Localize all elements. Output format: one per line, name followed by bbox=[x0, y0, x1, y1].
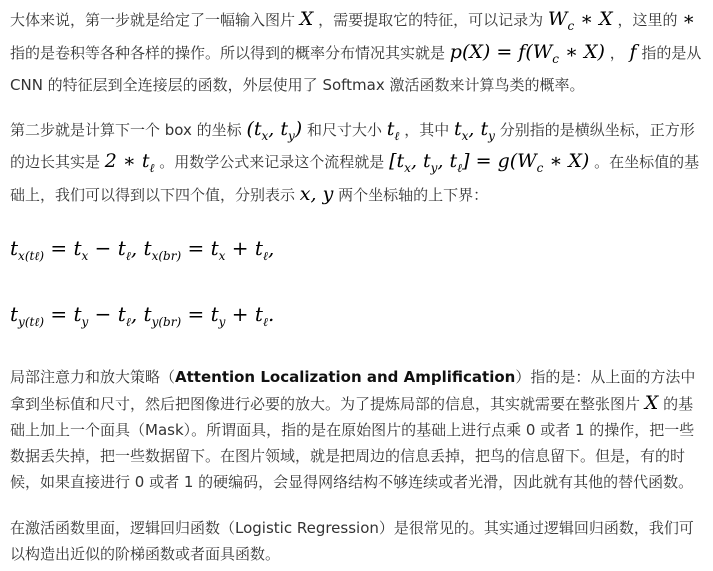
text: 第二步就是计算下一个 box 的坐标 bbox=[10, 120, 242, 139]
math-tx-ty: ($t_x$, $t_y$) bbox=[246, 117, 303, 143]
text: 指的是卷积等各种各样的操作。所以得到的概率分布情况其实就是 bbox=[10, 43, 446, 62]
text: ，需要提取它的特征，可以记录为 bbox=[318, 11, 544, 29]
math-tx-ty-2: $t_x$, $t_y$ bbox=[454, 117, 495, 143]
math-f: f bbox=[629, 40, 637, 63]
equation-x-bounds: $t_{x(t\ell)} = t_x - t_\ell$, $t_{x(br)} = t_x + t_\ell$, bbox=[10, 236, 275, 264]
paragraph-logistic bbox=[10, 515, 703, 567]
text: ，其中 bbox=[404, 120, 450, 139]
text: 两个坐标轴的上下界： bbox=[338, 186, 489, 205]
text: 指的是从 CNN 的特征层到全连接层的函数，外层使用了 Softmax 激活函数来计算鸟类的概率。 bbox=[10, 43, 702, 94]
text: 。用数学公式来记录这个流程就是 bbox=[159, 153, 385, 172]
math-2-tl: 2 ∗ $t_\ell$ bbox=[104, 150, 155, 176]
paragraph-step-one bbox=[10, 6, 703, 98]
text: ，这里的 bbox=[617, 11, 678, 29]
equation-block bbox=[10, 222, 703, 348]
text: ， bbox=[609, 43, 625, 62]
text: 局部注意力和放大策略（ bbox=[10, 368, 176, 387]
math-px-formula: $p(X) = f(W_c$ ∗ X) bbox=[449, 40, 605, 66]
paragraph-attention bbox=[10, 364, 703, 495]
math-x: X bbox=[299, 8, 314, 30]
text: 。在坐标值的基础上，我们可以得到以下四个值，分别表示 bbox=[10, 153, 700, 205]
math-star: ∗ bbox=[682, 8, 696, 30]
text: 在激活函数里面，逻辑回归函数（Logistic Regression）是很常见的。其实通过逻辑回归函数，我们可以构造出近似的阶梯函数或者面具函数。 bbox=[10, 519, 694, 564]
math-x-y: x, y bbox=[299, 183, 334, 206]
equation-y-bounds: $t_{y(t\ell)} = t_y - t_\ell$, $t_{y(br)} = t_y + t_\ell$. bbox=[10, 302, 275, 330]
math-g-formula: [$t_x$, $t_y$, $t_\ell] = g(W_c$ ∗ X) bbox=[389, 150, 590, 176]
math-wc-x: $W_c$ ∗ X bbox=[547, 8, 613, 33]
bold-term: Attention Localization and Amplification bbox=[175, 368, 516, 387]
text: 分别指的是横纵坐标，正方形的边长其实是 bbox=[10, 120, 695, 172]
text: 大体来说，第一步就是给定了一幅输入图片 bbox=[10, 11, 296, 29]
text: 和尺寸大小 bbox=[306, 120, 382, 139]
math-tl: $t_\ell$ bbox=[386, 117, 400, 143]
math-x: X bbox=[644, 392, 659, 415]
paragraph-step-two bbox=[10, 116, 703, 209]
text: 的基础上加上一个面具（Mask）。所谓面具，指的是在原始图片的基础上进行点乘 0 或者 1 的操作，把一些数据丢失掉，把一些数据留下。在图片领域，就是把周边的信息丢掉，把鸟的信息留下。但是，有的时候，如果直接进行 0 或者 1 的硬编码，会显得网络结构不够连续或者光滑，因此就有其他的替代函数。 bbox=[10, 395, 695, 492]
text: ）指的是：从上面的方法中拿到坐标值和尺寸，然后把图像进行必要的放大。为了提炼局部的信息，其实就需要在整张图片 bbox=[10, 368, 696, 414]
